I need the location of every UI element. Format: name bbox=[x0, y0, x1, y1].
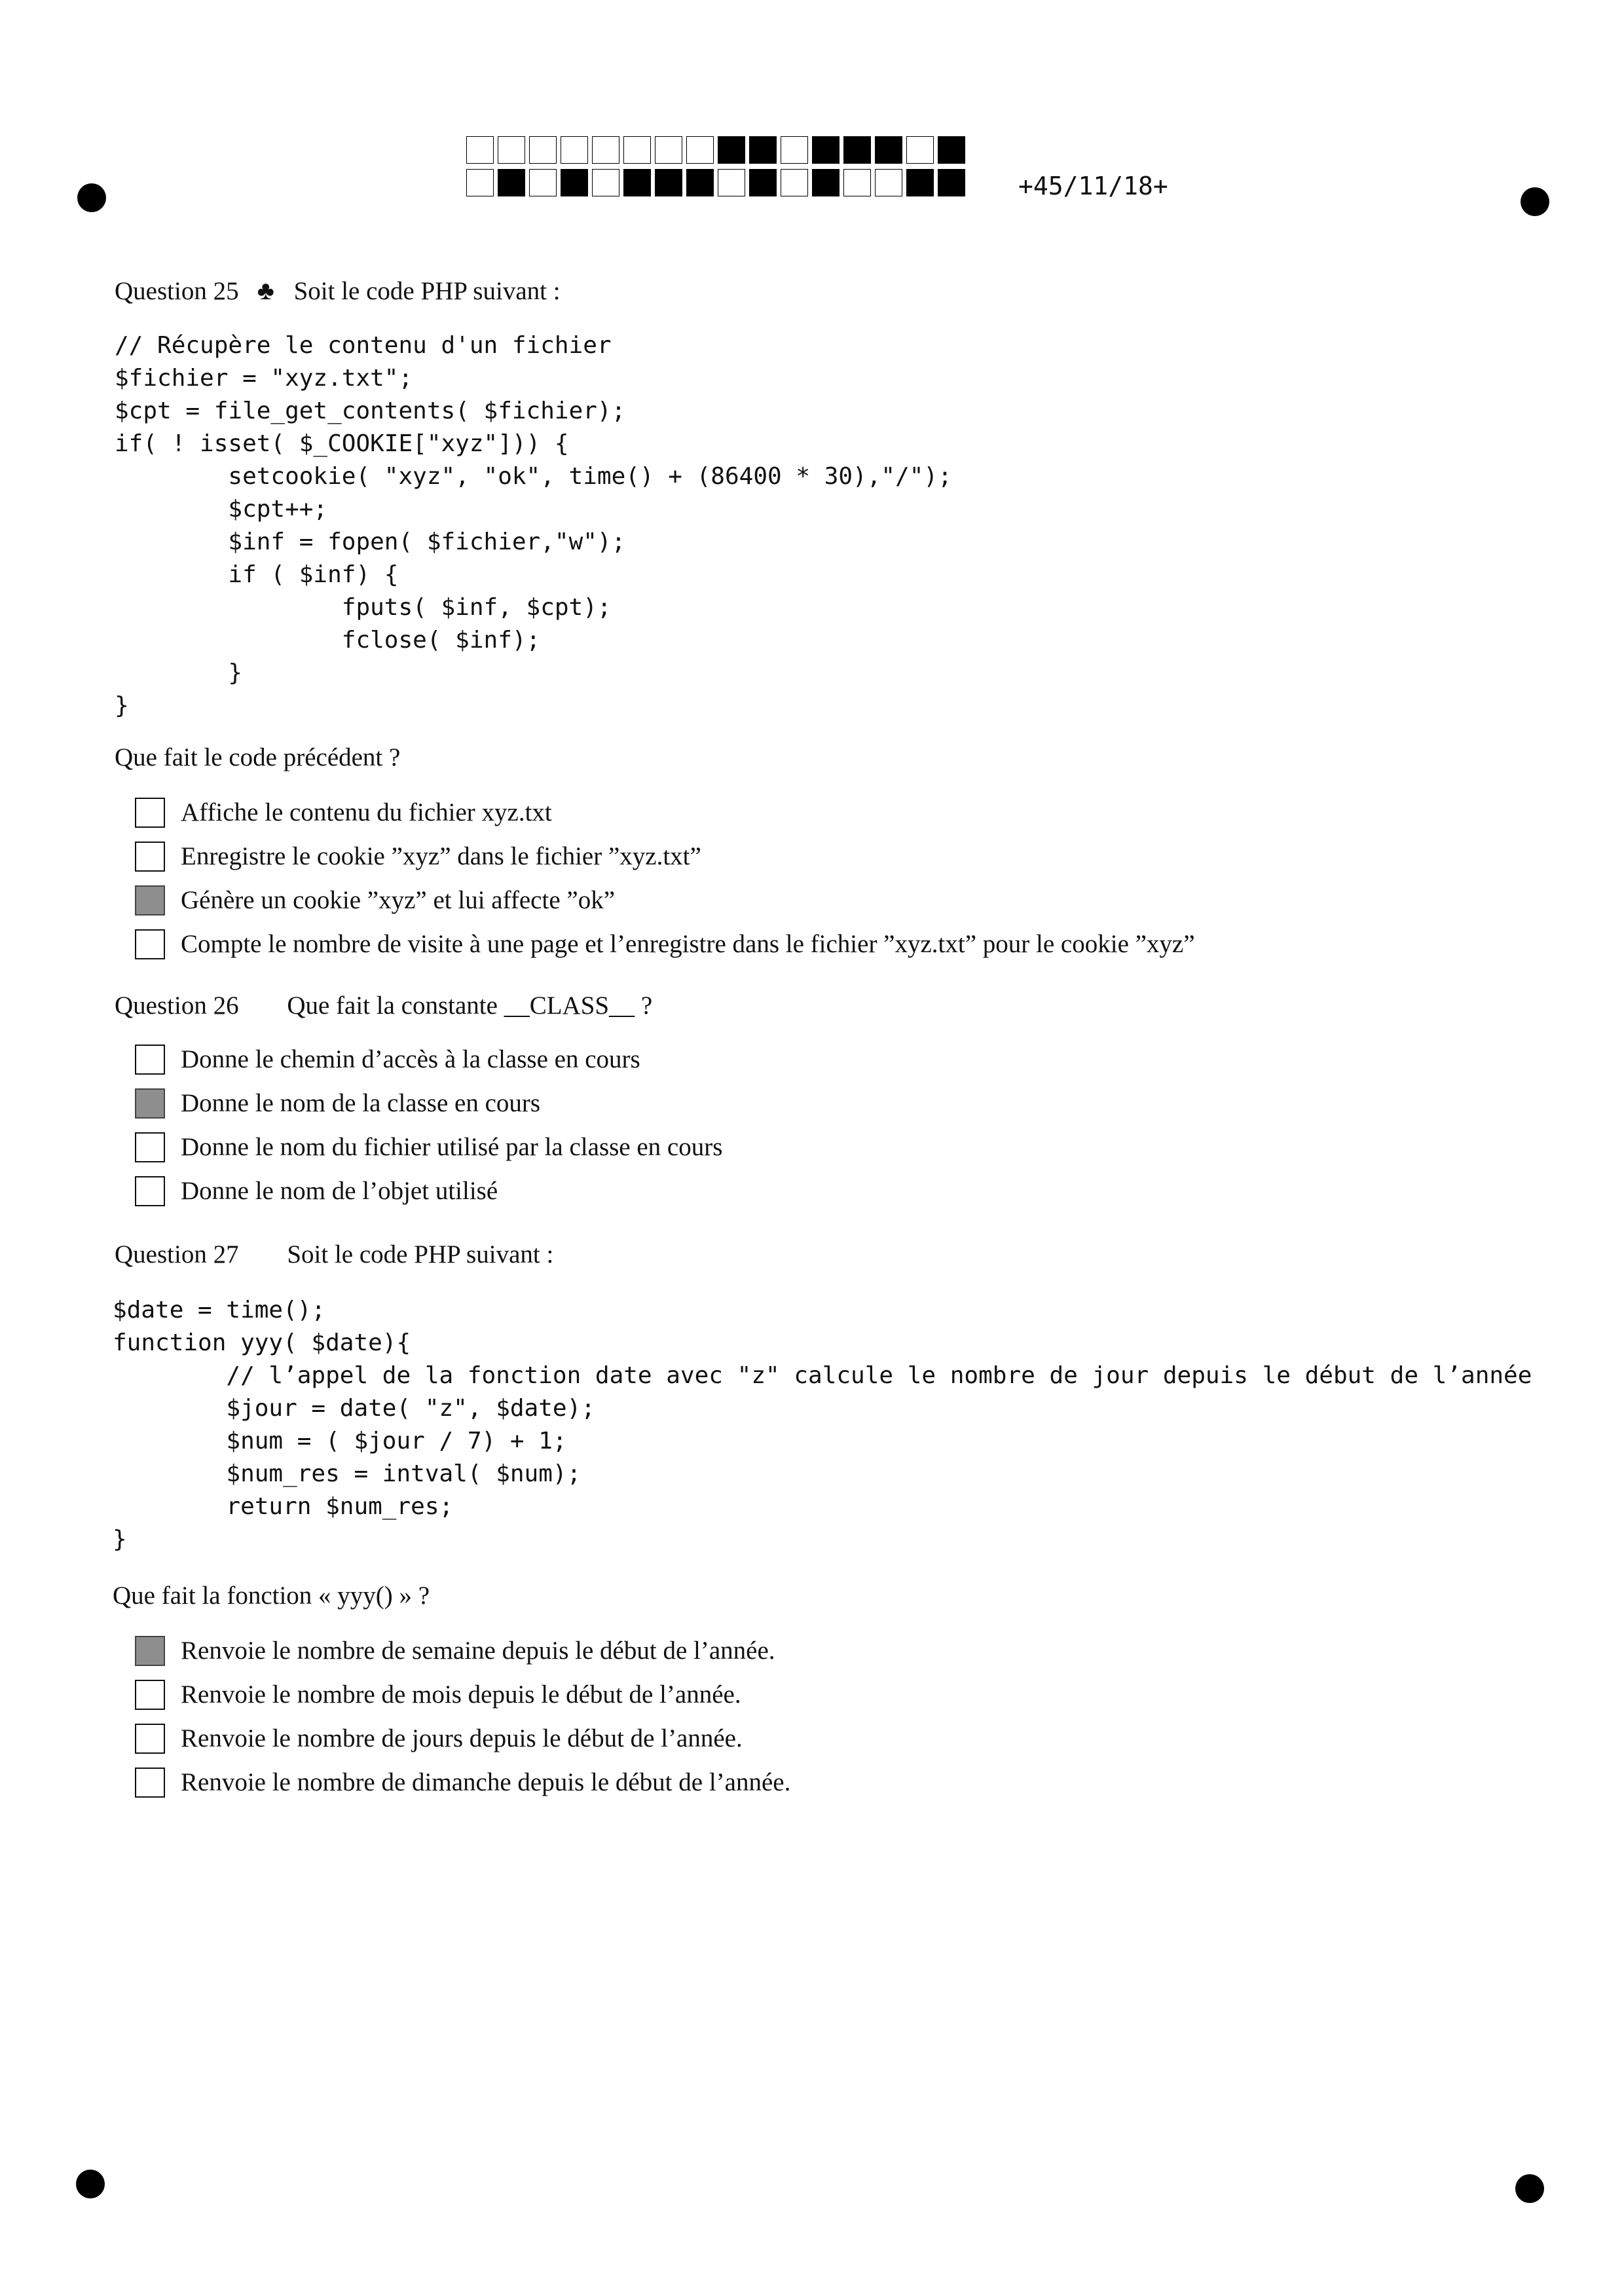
question-text: Que fait le code précédent ? bbox=[115, 743, 401, 771]
answer-checkbox[interactable] bbox=[135, 1724, 165, 1754]
answer-label: Donne le nom de l’objet utilisé bbox=[181, 1177, 498, 1205]
barcode-cell bbox=[938, 169, 965, 196]
barcode-cell bbox=[623, 136, 651, 164]
answer-option[interactable] bbox=[135, 1081, 722, 1125]
answer-checkbox[interactable] bbox=[135, 1045, 165, 1075]
barcode-row bbox=[466, 136, 969, 164]
barcode-cell bbox=[718, 136, 745, 164]
barcode-cell bbox=[812, 136, 840, 164]
barcode-cell bbox=[749, 136, 777, 164]
answer-option[interactable] bbox=[135, 1716, 790, 1760]
answer-label: Renvoie le nombre de mois depuis le début de l’année. bbox=[181, 1680, 741, 1709]
answer-checkbox[interactable] bbox=[135, 885, 165, 916]
question-27-header bbox=[115, 1240, 553, 1269]
question-number: Question 25 bbox=[115, 277, 239, 305]
question-26-header bbox=[115, 991, 652, 1020]
barcode-cell bbox=[812, 169, 840, 196]
answer-checkbox[interactable] bbox=[135, 1680, 165, 1710]
barcode-cell bbox=[466, 136, 494, 164]
barcode-cell bbox=[561, 169, 588, 196]
page-barcode-grid bbox=[466, 136, 969, 202]
answer-option[interactable] bbox=[135, 1169, 722, 1213]
barcode-cell bbox=[843, 136, 871, 164]
answer-label: Compte le nombre de visite à une page et l’enregistre dans le fichier ”xyz.txt” pour le cookie ”xyz” bbox=[181, 930, 1195, 958]
question-prompt: Soit le code PHP suivant : bbox=[287, 1240, 554, 1268]
answer-option[interactable] bbox=[135, 1125, 722, 1169]
barcode-cell bbox=[655, 136, 682, 164]
answer-checkbox[interactable] bbox=[135, 929, 165, 959]
answer-label: Donne le nom de la classe en cours bbox=[181, 1089, 541, 1117]
question-prompt: Que fait la constante __CLASS__ ? bbox=[287, 991, 653, 1020]
barcode-cell bbox=[561, 136, 588, 164]
question-number: Question 26 bbox=[115, 991, 239, 1020]
answer-checkbox[interactable] bbox=[135, 1768, 165, 1798]
barcode-cell bbox=[529, 169, 557, 196]
question-number: Question 27 bbox=[115, 1240, 239, 1268]
question-25-header bbox=[115, 275, 561, 306]
answer-option[interactable] bbox=[135, 922, 1195, 966]
barcode-cell bbox=[466, 169, 494, 196]
answer-checkbox[interactable] bbox=[135, 1132, 165, 1162]
answer-label: Enregistre le cookie ”xyz” dans le fichier ”xyz.txt” bbox=[181, 842, 701, 870]
barcode-cell bbox=[686, 169, 714, 196]
barcode-cell bbox=[906, 169, 934, 196]
barcode-row bbox=[466, 169, 969, 196]
answer-option[interactable] bbox=[135, 878, 1195, 922]
barcode-cell bbox=[906, 136, 934, 164]
barcode-cell bbox=[623, 169, 651, 196]
answer-option[interactable] bbox=[135, 1673, 790, 1716]
answer-list bbox=[135, 790, 1195, 966]
barcode-cell bbox=[781, 169, 808, 196]
answer-label: Renvoie le nombre de semaine depuis le début de l’année. bbox=[181, 1637, 775, 1665]
answer-list bbox=[135, 1037, 722, 1213]
answer-option[interactable] bbox=[135, 834, 1195, 878]
answer-checkbox[interactable] bbox=[135, 798, 165, 828]
answer-label: Donne le nom du fichier utilisé par la classe en cours bbox=[181, 1133, 723, 1161]
registration-mark-top-right bbox=[1521, 187, 1549, 216]
page-id: +45/11/18+ bbox=[1018, 172, 1168, 200]
answer-label: Affiche le contenu du fichier xyz.txt bbox=[181, 798, 552, 826]
answer-option[interactable] bbox=[135, 790, 1195, 834]
answer-option[interactable] bbox=[135, 1629, 790, 1673]
barcode-cell bbox=[498, 136, 525, 164]
php-code-block: $date = time(); function yyy( $date){ // l’appel de la fonction date avec "z" calcule le nombre de jour depuis le début de l’année $jour = date( "z", $date); $num = ( $jour / 7) + 1; $num_res = intval( $num); return $num_res; } bbox=[113, 1297, 1532, 1553]
answer-option[interactable] bbox=[135, 1037, 722, 1081]
multiple-answer-club-icon: ♣ bbox=[257, 276, 274, 305]
registration-mark-top-left bbox=[77, 183, 106, 212]
php-code-block: // Récupère le contenu d'un fichier $fichier = "xyz.txt"; $cpt = file_get_contents( $fichier); if( ! isset( $_COOKIE["xyz"])) { setcookie( "xyz", "ok", time() + (86400 * 30),"/"); $cpt++; $inf = fopen( $fichier,"w"); if ( $inf) { fputs( $inf, $cpt); fclose( $inf); } } bbox=[115, 332, 952, 719]
barcode-cell bbox=[843, 169, 871, 196]
barcode-cell bbox=[686, 136, 714, 164]
barcode-cell bbox=[749, 169, 777, 196]
registration-mark-bottom-right bbox=[1515, 2174, 1544, 2203]
barcode-cell bbox=[592, 136, 619, 164]
question-text: Que fait la fonction « yyy() » ? bbox=[113, 1582, 430, 1610]
barcode-cell bbox=[529, 136, 557, 164]
answer-checkbox[interactable] bbox=[135, 842, 165, 872]
answer-checkbox[interactable] bbox=[135, 1088, 165, 1119]
answer-checkbox[interactable] bbox=[135, 1636, 165, 1666]
registration-mark-bottom-left bbox=[76, 2170, 105, 2198]
barcode-cell bbox=[781, 136, 808, 164]
answer-label: Renvoie le nombre de jours depuis le début de l’année. bbox=[181, 1724, 743, 1752]
answer-option[interactable] bbox=[135, 1760, 790, 1804]
answer-label: Donne le chemin d’accès à la classe en cours bbox=[181, 1045, 640, 1073]
answer-label: Génère un cookie ”xyz” et lui affecte ”ok” bbox=[181, 886, 615, 914]
answer-list bbox=[135, 1629, 790, 1804]
barcode-cell bbox=[498, 169, 525, 196]
answer-label: Renvoie le nombre de dimanche depuis le début de l’année. bbox=[181, 1768, 791, 1796]
barcode-cell bbox=[718, 169, 745, 196]
answer-checkbox[interactable] bbox=[135, 1176, 165, 1206]
question-prompt: Soit le code PHP suivant : bbox=[293, 277, 561, 305]
barcode-cell bbox=[938, 136, 965, 164]
barcode-cell bbox=[875, 136, 902, 164]
barcode-cell bbox=[655, 169, 682, 196]
barcode-cell bbox=[875, 169, 902, 196]
barcode-cell bbox=[592, 169, 619, 196]
